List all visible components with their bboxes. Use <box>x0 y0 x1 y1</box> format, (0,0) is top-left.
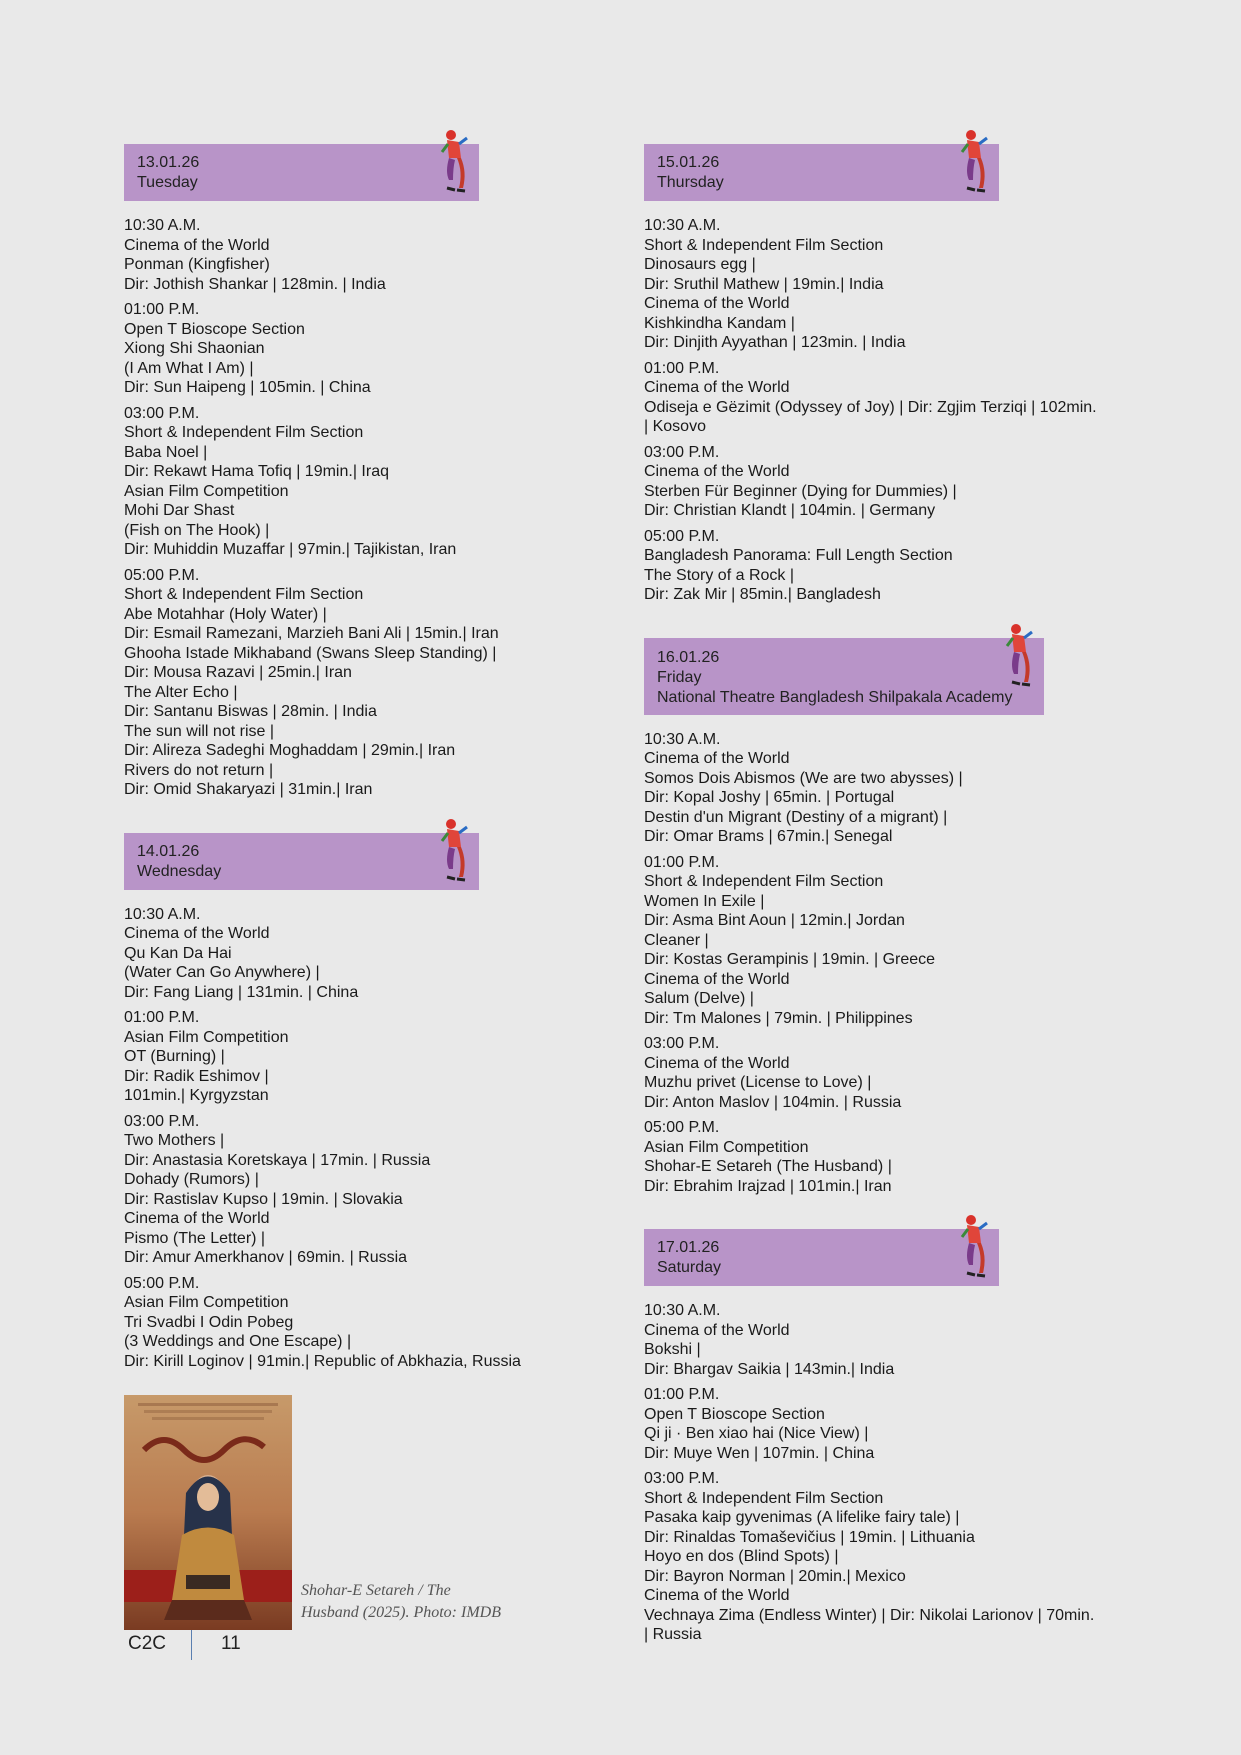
day-name: Tuesday <box>137 174 198 191</box>
slot-time: 10:30 A.M. <box>644 217 721 234</box>
right-column <box>644 144 1164 1678</box>
time-slot <box>124 1274 644 1372</box>
slot-time: 01:00 P.M. <box>644 359 720 377</box>
page-number: 11 <box>221 1633 241 1654</box>
dancer-mascot-icon <box>959 1213 989 1279</box>
slot-line: Ghooha Istade Mikhaband (Swans Sleep Standing) | <box>124 644 497 662</box>
photo-caption <box>301 1580 501 1624</box>
slot-line: Baba Noel | <box>124 443 208 461</box>
slot-line: Sterben Für Beginner (Dying for Dummies) | <box>644 482 957 500</box>
slot-line: Cinema of the World <box>644 295 790 312</box>
day-header <box>644 1229 999 1286</box>
schedule-entries <box>124 905 644 1372</box>
slot-line: Cleaner | <box>644 931 709 949</box>
slot-line: Dir: Kostas Gerampinis | 19min. | Greece <box>644 951 936 968</box>
time-slot <box>644 853 1164 1029</box>
slot-line: Short & Independent Film Section <box>124 424 364 441</box>
time-slot <box>644 1301 1164 1379</box>
schedule-entries <box>644 1301 1164 1645</box>
slot-line: Dohady (Rumors) | <box>124 1171 259 1188</box>
slot-line: Short & Independent Film Section <box>644 873 884 890</box>
day-date: 13.01.26 <box>137 154 200 171</box>
day-block <box>644 144 1164 605</box>
slot-line: Cinema of the World <box>644 1054 790 1072</box>
time-slot <box>644 443 1164 521</box>
time-slot <box>124 300 644 398</box>
slot-line: Shohar-E Setareh (The Husband) | <box>644 1158 892 1175</box>
dancer-mascot-icon <box>959 128 989 194</box>
slot-line: Salum (Delve) | <box>644 990 754 1007</box>
slot-line: Tri Svadbi I Odin Pobeg <box>124 1313 294 1331</box>
slot-line: Pismo (The Letter) | <box>124 1229 266 1247</box>
day-date: 16.01.26 <box>657 648 720 666</box>
day-name: Wednesday <box>137 862 222 880</box>
slot-time: 03:00 P.M. <box>644 443 720 461</box>
slot-line: Dir: Dinjith Ayyathan | 123min. | India <box>644 334 906 351</box>
time-slot <box>644 1118 1164 1196</box>
slot-line: Dir: Muye Wen | 107min. | China <box>644 1444 875 1462</box>
slot-line: Destin d'un Migrant (Destiny of a migrant) | <box>644 808 948 826</box>
slot-line: Cinema of the World <box>644 1587 790 1604</box>
slot-line: Cinema of the World <box>644 970 790 988</box>
day-block <box>124 833 644 1372</box>
slot-line: Two Mothers | <box>124 1132 225 1149</box>
day-header <box>124 144 479 201</box>
slot-line: Qi ji · Ben xiao hai (Nice View) | <box>644 1425 869 1442</box>
slot-line: Vechnaya Zima (Endless Winter) | Dir: Nikolai Larionov | 70min. <box>644 1606 1095 1624</box>
slot-line: Muzhu privet (License to Love) | <box>644 1074 872 1091</box>
dancer-mascot-icon <box>1004 622 1034 688</box>
slot-line: Hoyo en dos (Blind Spots) | <box>644 1548 839 1565</box>
slot-line: Bangladesh Panorama: Full Length Section <box>644 547 953 564</box>
slot-line: Open T Bioscope Section <box>644 1405 825 1423</box>
slot-line: Dir: Bayron Norman | 20min.| Mexico <box>644 1567 906 1585</box>
slot-line: The Story of a Rock | <box>644 566 794 584</box>
slot-line: Cinema of the World <box>644 379 790 396</box>
day-header <box>644 144 999 201</box>
slot-line: Dir: Radik Eshimov | <box>124 1067 269 1085</box>
slot-line: Dir: Santanu Biswas | 28min. | India <box>124 703 377 720</box>
slot-line: Kishkindha Kandam | <box>644 314 795 332</box>
slot-line: OT (Burning) | <box>124 1048 225 1065</box>
slot-time: 01:00 P.M. <box>644 1386 720 1403</box>
slot-line: Mohi Dar Shast <box>124 502 235 519</box>
slot-time: 01:00 P.M. <box>124 301 200 318</box>
photo-caption-line: Shohar-E Setareh / The <box>301 1582 451 1599</box>
slot-line: Dir: Christian Klandt | 104min. | Germany <box>644 502 936 519</box>
slot-line: Short & Independent Film Section <box>124 586 364 603</box>
slot-time: 03:00 P.M. <box>644 1035 720 1052</box>
time-slot <box>124 404 644 560</box>
slot-time: 05:00 P.M. <box>124 1274 200 1292</box>
slot-line: Dir: Tm Malones | 79min. | Philippines <box>644 1009 913 1027</box>
slot-line: Dir: Omar Brams | 67min.| Senegal <box>644 828 893 845</box>
time-slot <box>124 216 644 294</box>
photo-caption-line: Husband (2025). Photo: IMDB <box>301 1604 501 1621</box>
time-slot <box>124 1008 644 1106</box>
slot-line: Dir: Esmail Ramezani, Marzieh Bani Ali | 15min.| Iran <box>124 625 499 642</box>
slot-line: Dir: Sruthil Mathew | 19min.| India <box>644 275 884 293</box>
slot-line: Short & Independent Film Section <box>644 1489 884 1507</box>
slot-line: Dir: Anastasia Koretskaya | 17min. | Russia <box>124 1151 431 1169</box>
slot-line: Dir: Muhiddin Muzaffar | 97min.| Tajikistan, Iran <box>124 541 457 558</box>
dancer-mascot-icon <box>439 128 469 194</box>
slot-line: Dir: Kirill Loginov | 91min.| Republic of Abkhazia, Russia <box>124 1352 521 1370</box>
venue-name: National Theatre Bangladesh Shilpakala Academy <box>657 688 1013 706</box>
slot-line: Ponman (Kingfisher) <box>124 256 270 273</box>
slot-time: 03:00 P.M. <box>124 404 200 422</box>
slot-line: The sun will not rise | <box>124 722 274 740</box>
time-slot <box>644 1469 1164 1645</box>
time-slot <box>124 905 644 1003</box>
day-name: Thursday <box>657 174 724 191</box>
slot-line: Rivers do not return | <box>124 761 274 779</box>
day-date: 17.01.26 <box>657 1239 720 1256</box>
slot-line: Dir: Bhargav Saikia | 143min.| India <box>644 1360 895 1378</box>
slot-line: The Alter Echo | <box>124 683 238 701</box>
slot-line: Cinema of the World <box>124 236 270 254</box>
slot-time: 10:30 A.M. <box>124 905 201 923</box>
slot-line: Asian Film Competition <box>124 482 289 500</box>
slot-time: 05:00 P.M. <box>644 527 720 545</box>
schedule-entries <box>124 216 644 800</box>
slot-line: Qu Kan Da Hai <box>124 944 232 962</box>
day-header <box>644 638 1044 715</box>
slot-line: Cinema of the World <box>124 925 270 942</box>
slot-line: Dir: Rekawt Hama Tofiq | 19min.| Iraq <box>124 463 389 480</box>
slot-line: Xiong Shi Shaonian <box>124 340 265 357</box>
schedule-entries <box>644 216 1164 605</box>
time-slot <box>644 527 1164 605</box>
poster-image <box>124 1395 292 1630</box>
day-name: Saturday <box>657 1259 722 1276</box>
slot-line: Somos Dois Abismos (We are two abysses) | <box>644 769 963 787</box>
left-column <box>124 144 644 1404</box>
slot-time: 01:00 P.M. <box>644 853 720 871</box>
schedule-entries <box>644 730 1164 1197</box>
slot-time: 05:00 P.M. <box>124 566 200 584</box>
time-slot <box>644 359 1164 437</box>
slot-time: 03:00 P.M. <box>124 1112 200 1130</box>
slot-line: Dir: Ebrahim Irajzad | 101min.| Iran <box>644 1177 892 1195</box>
slot-line: Asian Film Competition <box>124 1028 289 1046</box>
slot-line: Cinema of the World <box>644 463 790 480</box>
slot-time: 10:30 A.M. <box>644 730 721 748</box>
slot-time: 03:00 P.M. <box>644 1470 720 1487</box>
slot-line: Dir: Jothish Shankar | 128min. | India <box>124 275 386 293</box>
slot-line: Open T Bioscope Section <box>124 320 305 338</box>
footer-divider <box>191 1630 192 1660</box>
slot-line: Dir: Anton Maslov | 104min. | Russia <box>644 1093 902 1111</box>
slot-time: 10:30 A.M. <box>644 1302 721 1319</box>
slot-line: Asian Film Competition <box>644 1138 809 1156</box>
day-date: 15.01.26 <box>657 154 720 171</box>
slot-line: Dir: Rinaldas Tomaševičius | 19min. | Lithuania <box>644 1528 975 1546</box>
slot-line: Bokshi | <box>644 1341 701 1358</box>
slot-line: Dir: Asma Bint Aoun | 12min.| Jordan <box>644 912 905 929</box>
slot-line: Asian Film Competition <box>124 1294 289 1311</box>
slot-line: 101min.| Kyrgyzstan <box>124 1087 269 1104</box>
slot-line: Dinosaurs egg | <box>644 256 756 273</box>
time-slot <box>644 216 1164 353</box>
slot-line: Dir: Omid Shakaryazi | 31min.| Iran <box>124 781 373 798</box>
slot-line: Cinema of the World <box>124 1210 270 1227</box>
day-name: Friday <box>657 668 702 686</box>
slot-line: Women In Exile | <box>644 892 765 910</box>
slot-line: Short & Independent Film Section <box>644 236 884 254</box>
slot-time: 10:30 A.M. <box>124 217 201 234</box>
time-slot <box>644 1034 1164 1112</box>
time-slot <box>124 1112 644 1268</box>
time-slot <box>644 1385 1164 1463</box>
day-block <box>644 638 1164 1197</box>
slot-line: | Kosovo <box>644 418 706 435</box>
slot-line: Cinema of the World <box>644 1321 790 1339</box>
slot-line: (Fish on The Hook) | <box>124 521 270 539</box>
slot-time: 01:00 P.M. <box>124 1009 200 1026</box>
slot-line: Dir: Mousa Razavi | 25min.| Iran <box>124 664 352 681</box>
slot-line: (Water Can Go Anywhere) | <box>124 964 320 981</box>
slot-line: Dir: Zak Mir | 85min.| Bangladesh <box>644 586 881 603</box>
time-slot <box>124 566 644 800</box>
footer-brand: C2C <box>128 1633 167 1654</box>
slot-line: Cinema of the World <box>644 750 790 767</box>
dancer-mascot-icon <box>439 817 469 883</box>
day-header <box>124 833 479 890</box>
day-block <box>124 144 644 800</box>
slot-line: Pasaka kaip gyvenimas (A lifelike fairy tale) | <box>644 1509 960 1526</box>
day-block <box>644 1229 1164 1645</box>
time-slot <box>644 730 1164 847</box>
slot-line: (I Am What I Am) | <box>124 359 254 377</box>
slot-line: Abe Motahhar (Holy Water) | <box>124 605 327 623</box>
slot-line: (3 Weddings and One Escape) | <box>124 1333 352 1350</box>
slot-line: Dir: Fang Liang | 131min. | China <box>124 983 359 1001</box>
slot-line: Dir: Alireza Sadeghi Moghaddam | 29min.| Iran <box>124 742 456 759</box>
slot-line: Dir: Kopal Joshy | 65min. | Portugal <box>644 789 895 806</box>
slot-line: Dir: Sun Haipeng | 105min. | China <box>124 379 371 396</box>
slot-line: Dir: Amur Amerkhanov | 69min. | Russia <box>124 1249 408 1266</box>
slot-line: | Russia <box>644 1626 702 1643</box>
slot-line: Odiseja e Gëzimit (Odyssey of Joy) | Dir: Zgjim Terziqi | 102min. <box>644 398 1097 416</box>
slot-line: Dir: Rastislav Kupso | 19min. | Slovakia <box>124 1190 403 1208</box>
slot-time: 05:00 P.M. <box>644 1119 720 1136</box>
day-date: 14.01.26 <box>137 842 200 860</box>
